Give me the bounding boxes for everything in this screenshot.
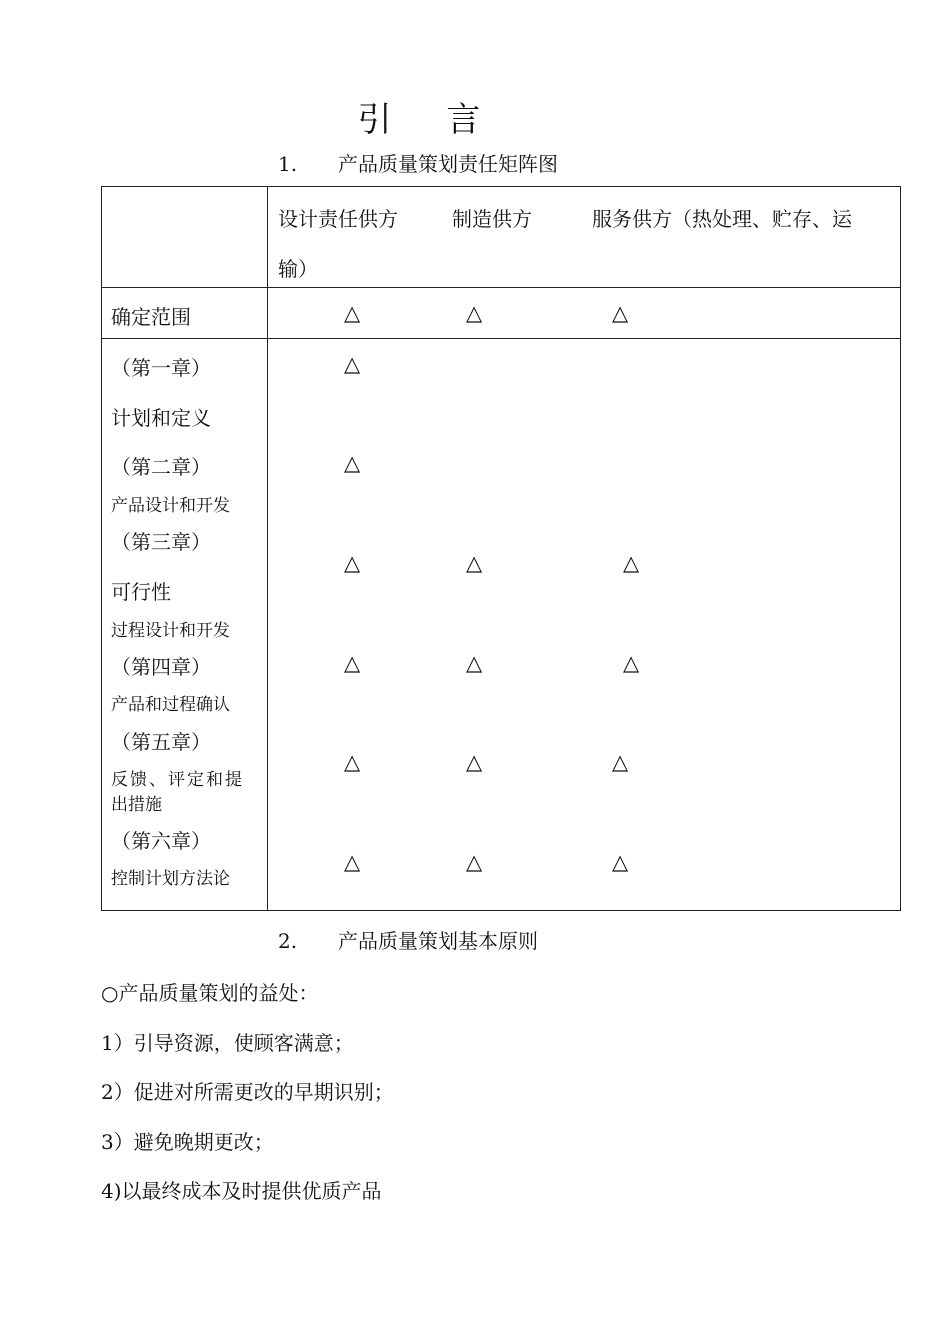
benefits-heading: ○产品质量策划的益处： xyxy=(101,981,319,1005)
triangle-marker: △ xyxy=(623,651,640,675)
triangle-marker: △ xyxy=(612,850,629,874)
triangle-marker: △ xyxy=(466,551,483,575)
row-label-ch4-name: 产品和过程确认 xyxy=(111,695,230,715)
triangle-marker: △ xyxy=(344,651,361,675)
row-label-ch1: （第一章） xyxy=(111,356,211,380)
header-manufacturing-supplier: 制造供方 xyxy=(452,207,532,231)
row-label-ch5: （第五章） xyxy=(111,730,211,754)
row-label-scope: 确定范围 xyxy=(111,305,191,329)
section-1-heading xyxy=(278,148,558,177)
triangle-marker: △ xyxy=(466,850,483,874)
row-label-ch3: （第三章） xyxy=(111,530,211,554)
section-2-number: 2. xyxy=(278,929,298,953)
triangle-marker: △ xyxy=(466,301,483,325)
triangle-marker: △ xyxy=(612,750,629,774)
benefit-item: 1）引导资源，使顾客满意； xyxy=(101,1031,354,1055)
row-label-ch5-name: 反馈、评定和提 xyxy=(111,770,244,790)
row-label-ch6: （第六章） xyxy=(111,829,211,853)
header-service-supplier-cont: 输） xyxy=(278,257,318,281)
triangle-marker: △ xyxy=(466,750,483,774)
section-1-title: 产品质量策划责任矩阵图 xyxy=(338,152,558,176)
section-2-title: 产品质量策划基本原则 xyxy=(338,929,538,953)
row-label-ch2: （第二章） xyxy=(111,455,211,479)
triangle-marker: △ xyxy=(344,352,361,376)
column-divider xyxy=(267,187,268,910)
triangle-marker: △ xyxy=(623,551,640,575)
triangle-marker: △ xyxy=(344,750,361,774)
row-label-ch4: （第四章） xyxy=(111,655,211,679)
responsibility-matrix xyxy=(101,186,901,911)
header-service-supplier: 服务供方（热处理、贮存、运 xyxy=(592,207,852,231)
section-1-number: 1. xyxy=(278,152,298,176)
triangle-marker: △ xyxy=(612,301,629,325)
benefit-item: 3）避免晚期更改； xyxy=(101,1130,274,1154)
row-divider xyxy=(102,287,900,288)
row-label-ch1-name: 计划和定义 xyxy=(111,406,211,430)
benefit-item: 4)以最终成本及时提供优质产品 xyxy=(101,1179,382,1203)
triangle-marker: △ xyxy=(344,301,361,325)
row-label-ch3-name: 可行性 xyxy=(111,580,171,604)
header-design-supplier: 设计责任供方 xyxy=(278,207,398,231)
section-2-heading xyxy=(278,925,538,954)
triangle-marker: △ xyxy=(466,651,483,675)
triangle-marker: △ xyxy=(344,551,361,575)
row-label-ch6-name: 控制计划方法论 xyxy=(111,869,230,889)
row-label-ch2-name: 产品设计和开发 xyxy=(111,496,230,516)
triangle-marker: △ xyxy=(344,850,361,874)
triangle-marker: △ xyxy=(344,451,361,475)
row-label-ch3-name-2: 过程设计和开发 xyxy=(111,621,230,641)
benefit-item: 2）促进对所需更改的早期识别； xyxy=(101,1080,394,1104)
page-title: 引 言 xyxy=(357,100,503,140)
row-label-ch5-name-2: 出措施 xyxy=(111,795,162,815)
row-divider xyxy=(102,338,900,339)
